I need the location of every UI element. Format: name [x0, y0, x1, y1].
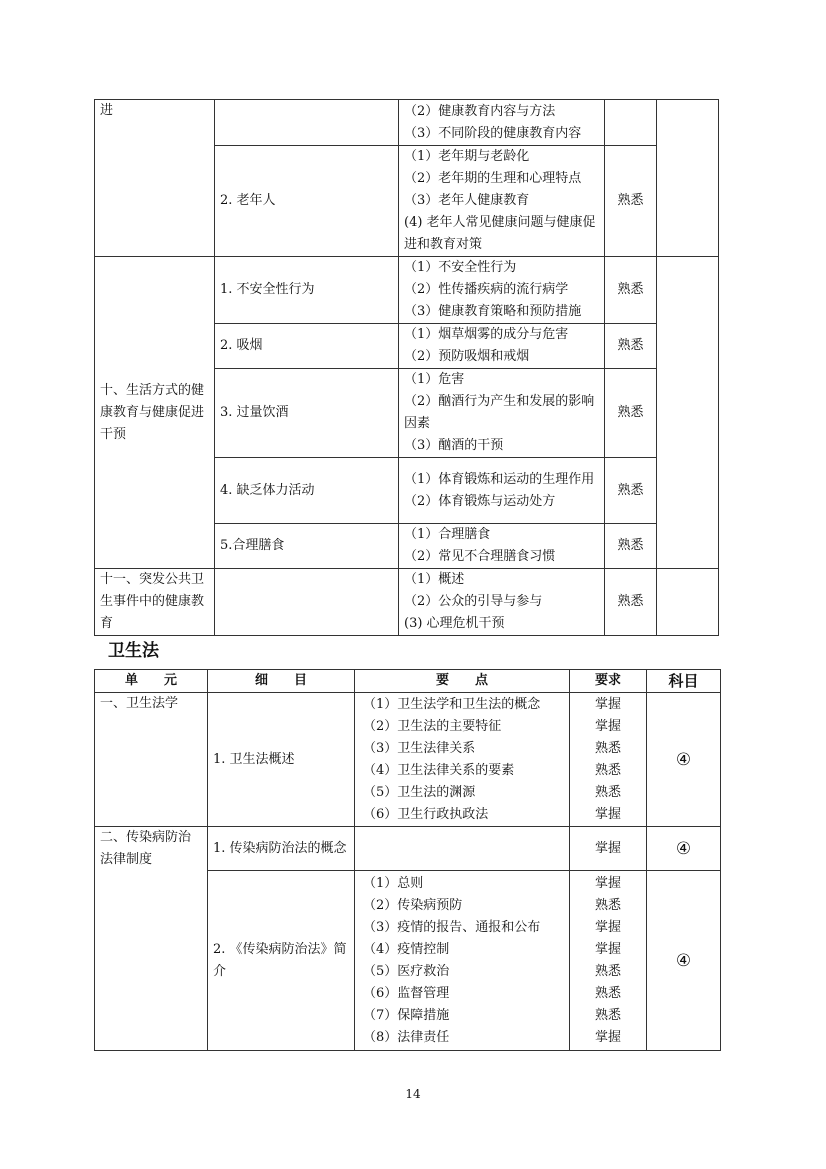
section-title: 卫生法 [108, 641, 159, 661]
points-cell: （1）危害 （2）酗酒行为产生和发展的影响因素 （3）酗酒的干预 [399, 369, 605, 458]
req-cell: 熟悉 [605, 524, 657, 569]
points-cell: （1）体育锻炼和运动的生理作用 （2）体育锻炼与运动处方 [399, 458, 605, 524]
subject-cell [657, 569, 719, 636]
table-header-row [95, 670, 721, 693]
detail-cell [215, 100, 399, 146]
req-cell: 掌握 掌握 熟悉 熟悉 熟悉 掌握 [570, 693, 647, 827]
detail-cell: 1. 不安全性行为 [215, 257, 399, 324]
unit-cell: 十、生活方式的健康教育与健康促进干预 [95, 257, 215, 569]
detail-cell: 1. 传染病防治法的概念 [208, 827, 355, 871]
unit-cell: 二、传染病防治法律制度 [95, 827, 208, 1051]
table-row [95, 693, 721, 827]
points-cell: （1）总则 （2）传染病预防 （3）疫情的报告、通报和公布 （4）疫情控制 （5）医疗救治 （6）监督管理 （7）保障措施 （8）法律责任 [355, 871, 570, 1051]
table-row [95, 257, 719, 324]
subject-cell [657, 100, 719, 257]
detail-cell: 2. 老年人 [215, 146, 399, 257]
table-row [95, 569, 719, 636]
unit-cell: 进 [95, 100, 215, 257]
header-unit: 单 元 [95, 670, 208, 693]
detail-cell: 1. 卫生法概述 [208, 693, 355, 827]
unit-cell: 十一、突发公共卫生事件中的健康教育 [95, 569, 215, 636]
header-detail: 细 目 [208, 670, 355, 693]
req-cell: 掌握 [570, 827, 647, 871]
points-cell: （1）概述 （2）公众的引导与参与 (3) 心理危机干预 [399, 569, 605, 636]
req-cell: 掌握 熟悉 掌握 掌握 熟悉 熟悉 熟悉 掌握 [570, 871, 647, 1051]
points-cell: （1）老年期与老龄化 （2）老年期的生理和心理特点 （3）老年人健康教育 (4) 老年人常见健康问题与健康促进和教育对策 [399, 146, 605, 257]
health-law-table [94, 669, 721, 1051]
unit-cell: 一、卫生法学 [95, 693, 208, 827]
subject-cell [657, 257, 719, 569]
req-cell: 熟悉 [605, 369, 657, 458]
req-cell: 熟悉 [605, 324, 657, 369]
subject-cell: ④ [647, 871, 721, 1051]
subject-cell: ④ [647, 693, 721, 827]
req-cell: 熟悉 [605, 458, 657, 524]
page-number: 14 [405, 1087, 421, 1101]
req-cell: 熟悉 [605, 257, 657, 324]
table-row [95, 827, 721, 871]
detail-cell [215, 569, 399, 636]
points-cell: （1）合理膳食 （2）常见不合理膳食习惯 [399, 524, 605, 569]
req-cell: 熟悉 [605, 146, 657, 257]
req-cell [605, 100, 657, 146]
detail-cell: 5.合理膳食 [215, 524, 399, 569]
header-points: 要 点 [355, 670, 570, 693]
points-cell: （1）烟草烟雾的成分与危害 （2）预防吸烟和戒烟 [399, 324, 605, 369]
table-row [95, 100, 719, 146]
detail-cell: 3. 过量饮酒 [215, 369, 399, 458]
detail-cell: 4. 缺乏体力活动 [215, 458, 399, 524]
points-cell: （2）健康教育内容与方法 （3）不同阶段的健康教育内容 [399, 100, 605, 146]
points-cell [355, 827, 570, 871]
points-cell: （1）卫生法学和卫生法的概念 （2）卫生法的主要特征 （3）卫生法律关系 （4）卫生法律关系的要素 （5）卫生法的渊源 （6）卫生行政执政法 [355, 693, 570, 827]
subject-cell: ④ [647, 827, 721, 871]
points-cell: （1）不安全性行为 （2）性传播疾病的流行病学 （3）健康教育策略和预防措施 [399, 257, 605, 324]
req-cell: 熟悉 [605, 569, 657, 636]
health-education-table [94, 99, 719, 636]
detail-cell: 2. 吸烟 [215, 324, 399, 369]
header-requirement: 要求 [570, 670, 647, 693]
header-subject: 科目 [647, 670, 721, 693]
detail-cell: 2. 《传染病防治法》简介 [208, 871, 355, 1051]
